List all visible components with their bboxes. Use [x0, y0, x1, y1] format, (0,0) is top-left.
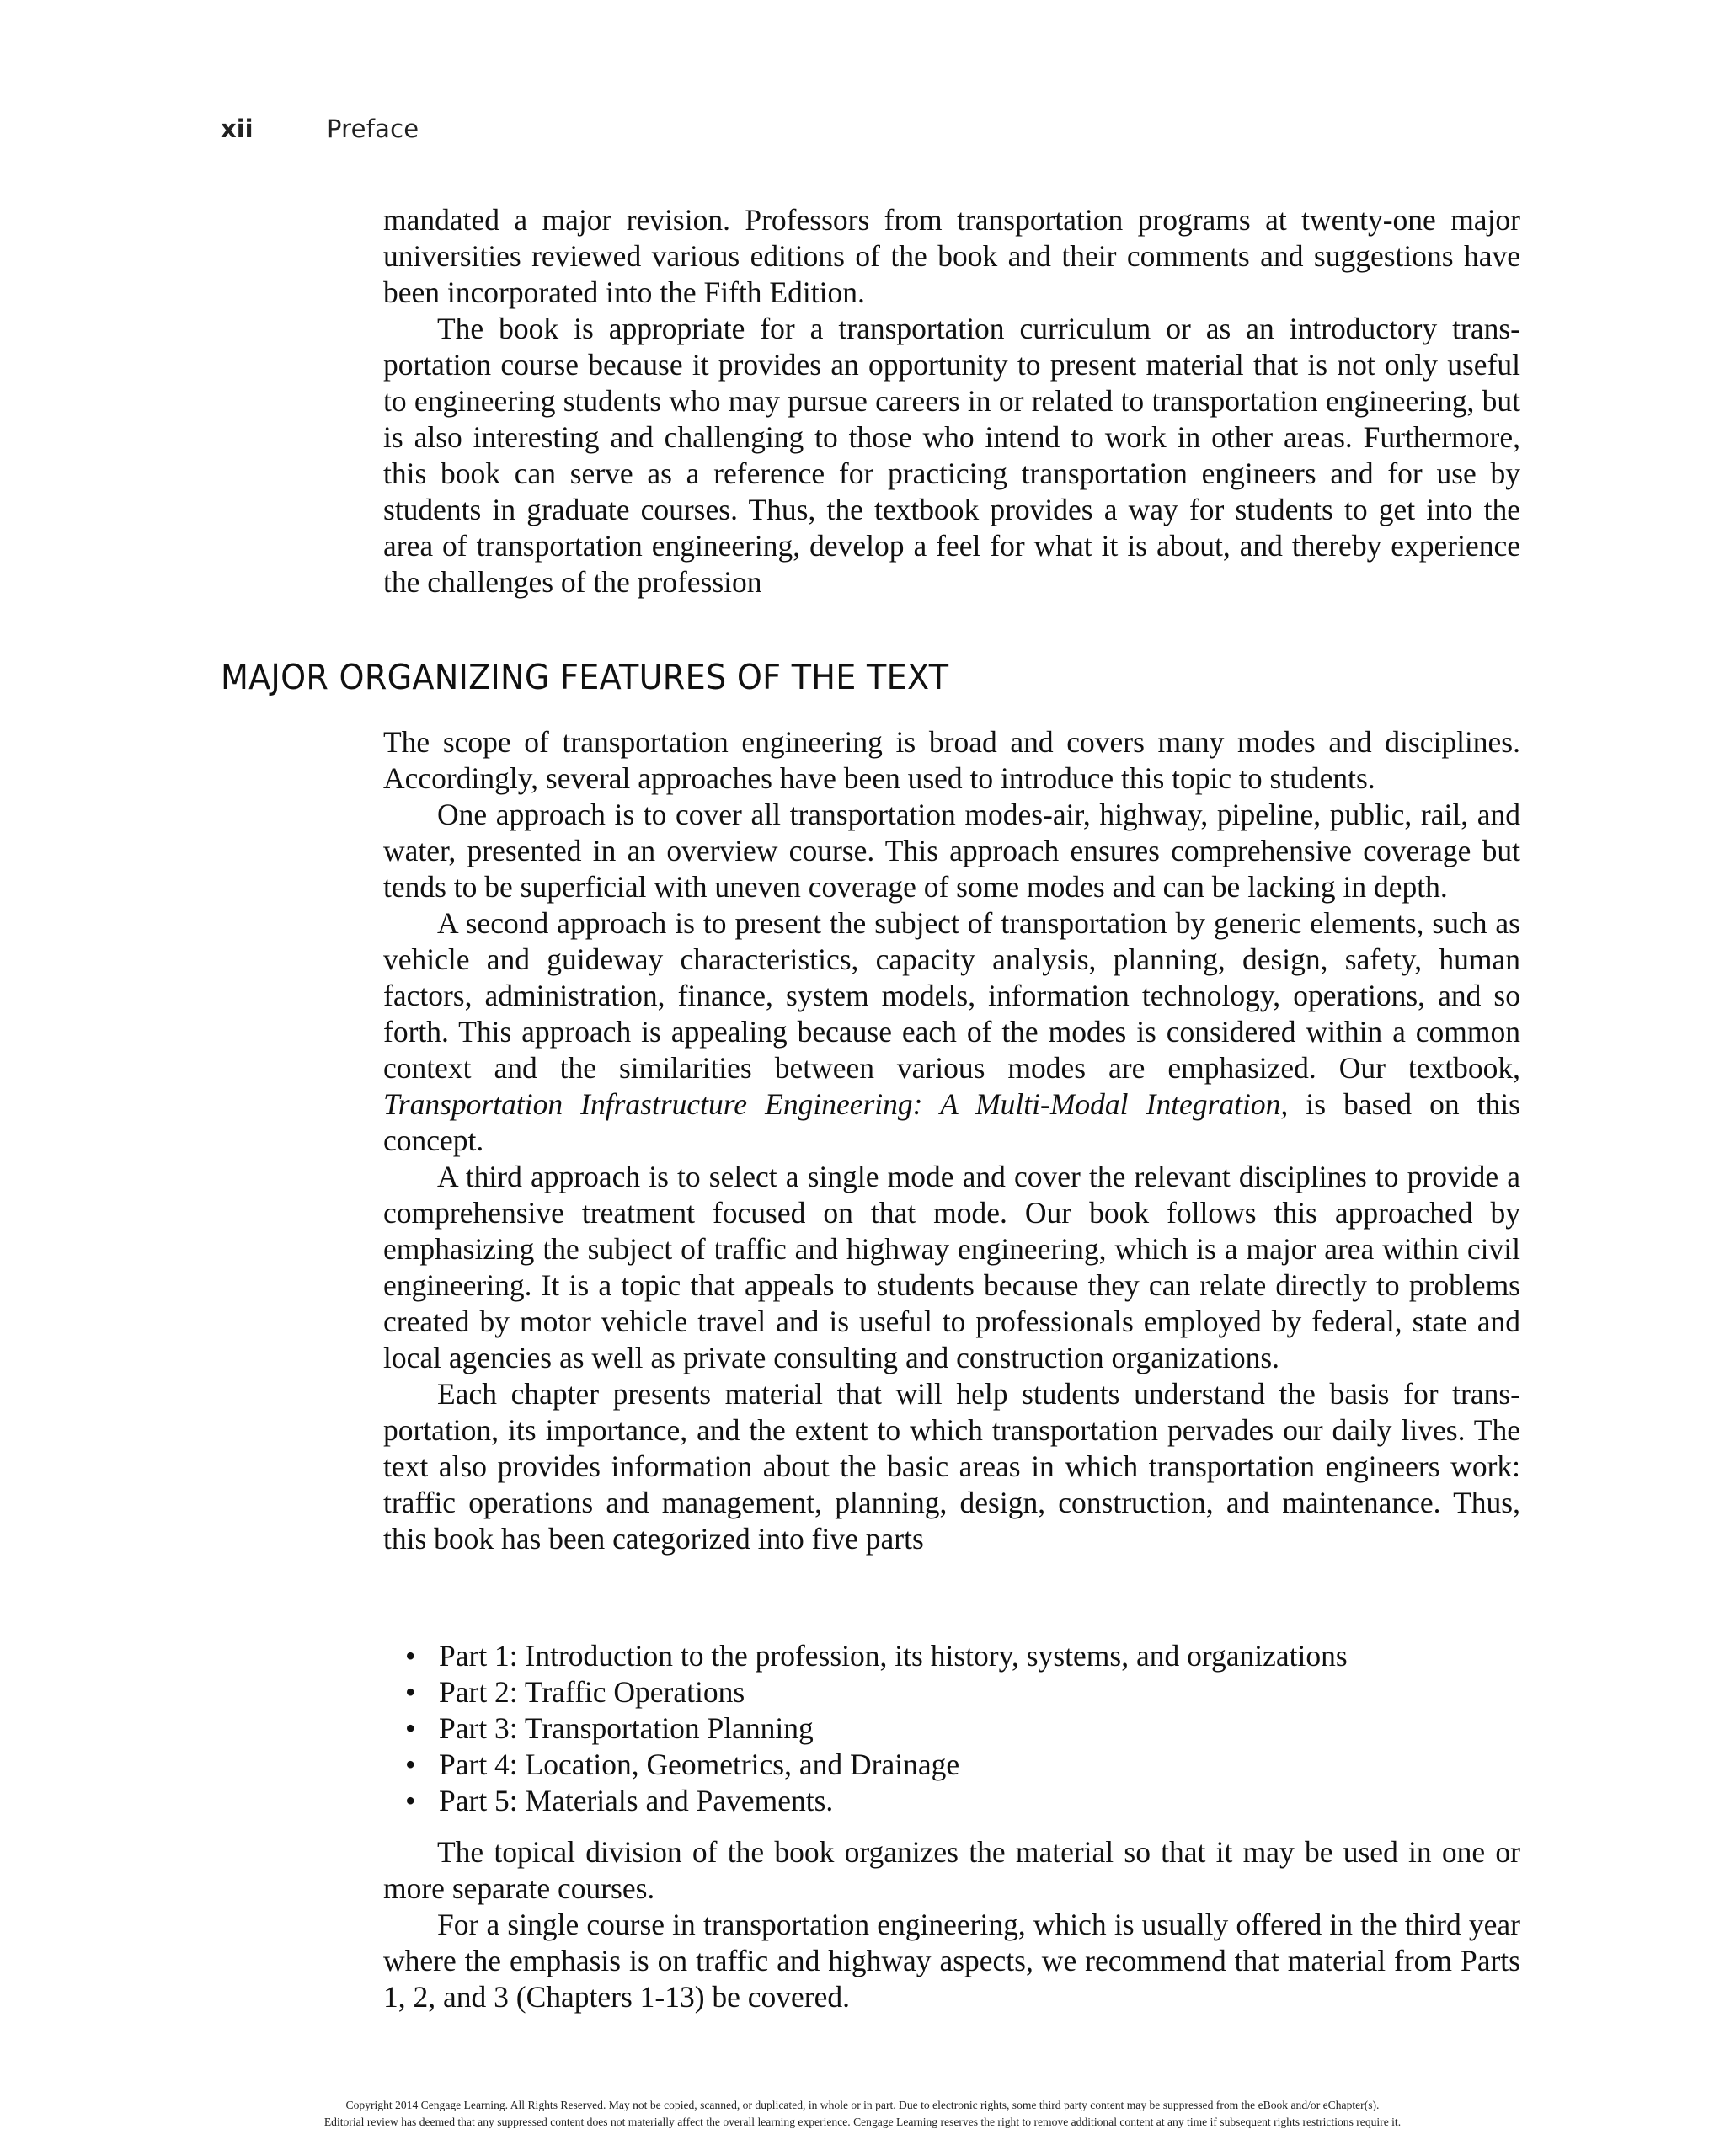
bullet-icon: • — [405, 1784, 416, 1817]
list-item — [383, 1638, 1348, 1674]
copyright-footer — [0, 2097, 1725, 2131]
bullet-icon: • — [405, 1639, 416, 1673]
section-text — [383, 724, 1520, 1557]
list-item-text: Part 5: Materials and Pavements. — [439, 1784, 834, 1817]
paragraph: For a single course in transportation engineering, which is usually offered in the third year where the emphasis is on traffic and highway aspects, we recommend that material from Parts 1, 2, and 3 (Chapters 1-13) be covered. — [383, 1908, 1520, 2014]
closing-text — [383, 1834, 1520, 2015]
list-item — [383, 1747, 1348, 1783]
list-item — [383, 1674, 1348, 1710]
parts-list — [383, 1638, 1348, 1819]
paragraph: The topical division of the book organizes the material so that it may be used in one or more separate courses. — [383, 1835, 1520, 1905]
paragraph: A third approach is to select a single mode and cover the relevant disciplines to provide a comprehensive treatment focused on that mode. Our book follows this approached by emphasizing the subject of traffic and highway engineering, which is a major area within civil engineering. It is a topic that appeals to students because they can relate directly to problems created by motor vehicle travel and is useful to professionals employed by federal, state and local agencies as well as private consulting and construction organizations. — [383, 1160, 1520, 1374]
paragraph: The book is appropriate for a transportation curriculum or as an introductory transportation course because it provides an opportunity to present material that is not only useful to engineering students who may pursue careers in or related to transportation engineering, but is also interesting and challenging to those who intend to work in other areas. Furthermore, this book can serve as a reference for practicing transportation engineers and for use by students in graduate courses. Thus, the textbook provides a way for students to get into the area of transportation engineering, develop a feel for what it is about, and thereby experience the challenges of the profession — [383, 312, 1520, 599]
book-title: Transportation Infrastructure Engineering: A Multi-Modal Integration, — [383, 1087, 1289, 1121]
paragraph: mandated a major revision. Professors from transportation programs at twenty-one major universities reviewed various editions of the book and their comments and suggestions have been incorporated into the Fifth Edition. — [383, 203, 1520, 309]
page-number: xii — [221, 115, 254, 143]
bullet-icon: • — [405, 1748, 416, 1781]
list-item-text: Part 3: Transportation Planning — [439, 1711, 814, 1745]
intro-text — [383, 202, 1520, 600]
paragraph — [383, 905, 1520, 1159]
copyright-line: Copyright 2014 Cengage Learning. All Rights Reserved. May not be copied, scanned, or duplicated, in whole or in part. Due to electronic rights, some third party content may be suppressed from the eBook and/or eChapter(s). — [345, 2099, 1380, 2111]
list-item — [383, 1710, 1348, 1747]
paragraph: Each chapter presents material that will help students understand the basis for transportation, its importance, and the extent to which transportation pervades our daily lives. The text also provides information about the basic areas in which transportation engineers work: traffic operations and management, planning, design, construction, and maintenance. Thus, this book has been categorized into five parts — [383, 1377, 1520, 1556]
copyright-line: Editorial review has deemed that any suppressed content does not materially affect the overall learning experience. Cengage Learning reserves the right to remove additional content at any time if subsequent rights restrictions require it. — [323, 2116, 1402, 2128]
list-item-text: Part 1: Introduction to the profession, its history, systems, and organizations — [439, 1639, 1348, 1673]
paragraph: One approach is to cover all transportation modes-air, highway, pipeline, public, rail, and water, presented in an overview course. This approach ensures comprehensive coverage but tends to be superficial with uneven coverage of some modes and can be lacking in depth. — [383, 798, 1520, 904]
section-heading: MAJOR ORGANIZING FEATURES OF THE TEXT — [221, 657, 949, 697]
paragraph: The scope of transportation engineering is broad and covers many modes and disciplines. Accordingly, several approaches have been used to introduce this topic to students. — [383, 725, 1520, 795]
running-head — [221, 115, 419, 143]
running-head-section: Preface — [327, 115, 419, 143]
list-item-text: Part 2: Traffic Operations — [439, 1675, 745, 1709]
bullet-icon: • — [405, 1675, 416, 1709]
list-item-text: Part 4: Location, Geometrics, and Drainage — [439, 1748, 960, 1781]
paragraph-text: A second approach is to present the subject of transportation by generic elements, such as vehicle and guideway characteristics, capacity analysis, planning, design, safety, human factors, administration, finance, system models, information technology, operations, and so forth. This approach is appealing because each of the modes is considered within a common context and the similarities between various modes are emphasized. Our textbook, — [383, 906, 1520, 1085]
bullet-icon: • — [405, 1711, 416, 1745]
paragraph-text: is based on this concept. — [383, 1087, 1520, 1157]
list-item — [383, 1783, 1348, 1819]
